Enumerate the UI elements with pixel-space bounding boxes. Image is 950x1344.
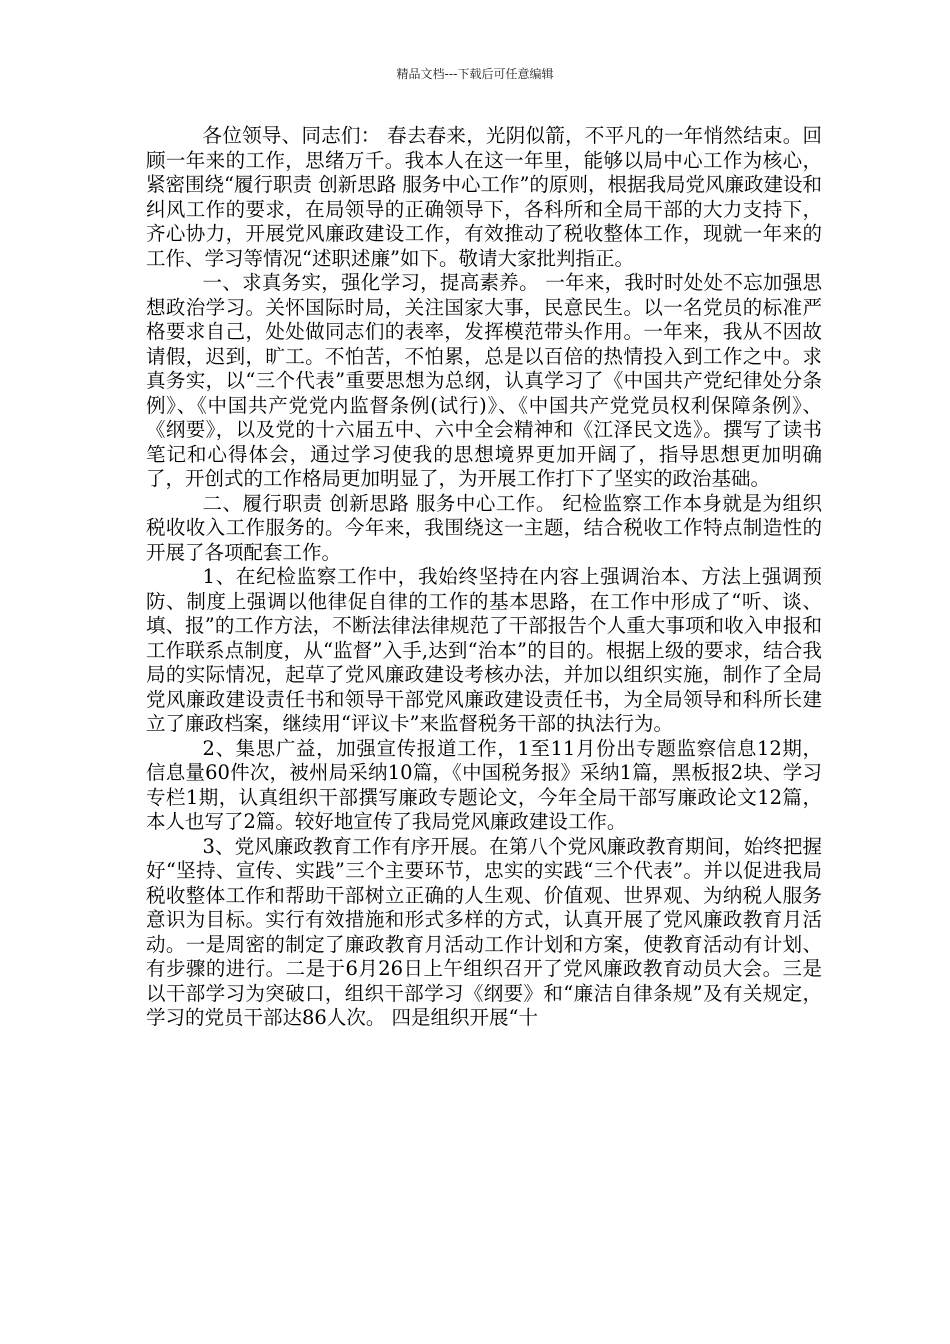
paragraph-greeting: 各位领导、同志们： 春去春来，光阴似箭，不平凡的一年悄然结束。回顾一年来的工作，思绪万千。我本人在这一年里，能够以局中心工作为核心，紧密围绕“履行职责 创新思路 服务中心工作”的原则，根据我局党风廉政建设和纠风工作的要求，在局领导的正确领导下，各科所和全局干部的大力支持下，齐心协力，开展党风廉政建设工作，有效推动了税收整体工作，现就一年来的工作、学习等情况“述职述廉”如下。敬请大家批判指正。: [146, 124, 822, 270]
paragraph-section-1: 一、求真务实，强化学习，提高素养。 一年来，我时时处处不忘加强思想政治学习。关怀国际时局，关注国家大事，民意民生。以一名党员的标准严格要求自己，处处做同志们的表率，发挥模范带头作用。一年来，我从不因故请假，迟到，旷工。不怕苦，不怕累，总是以百倍的热情投入到工作之中。求真务实，以“三个代表”重要思想为总纲，认真学习了《中国共产党纪律处分条例》、《中国共产党党内监督条例(试行)》、《中国共产党党员权利保障条例》、《纲要》，以及党的十六届五中、六中全会精神和《江泽民文选》。撰写了读书笔记和心得体会，通过学习使我的思想境界更加开阔了，指导思想更加明确了，开创式的工作格局更加明显了，为开展工作打下了坚实的政治基础。: [146, 271, 822, 490]
paragraph-section-2: 二、履行职责 创新思路 服务中心工作。 纪检监察工作本身就是为组织税收收入工作服务的。今年来，我围绕这一主题，结合税收工作特点制造性的开展了各项配套工作。: [146, 491, 822, 564]
document-body: [146, 124, 822, 1031]
page-header: 精品文档---下载后可任意编辑: [396, 67, 554, 81]
paragraph-item-3: 3、党风廉政教育工作有序开展。在第八个党风廉政教育期间，始终把握好“坚持、宣传、实践”三个主要环节，忠实的实践“三个代表”。并以促进我局税收整体工作和帮助干部树立正确的人生观、价值观、世界观、为纳税人服务意识为目标。实行有效措施和形式多样的方式，认真开展了党风廉政教育月活动。一是周密的制定了廉政教育月活动工作计划和方案，使教育活动有计划、有步骤的进行。二是于6月26日上午组织召开了党风廉政教育动员大会。三是以干部学习为突破口，组织干部学习《纲要》和“廉洁自律条规”及有关规定，学习的党员干部达86人次。 四是组织开展“十: [146, 834, 822, 1029]
paragraph-item-2: 2、集思广益，加强宣传报道工作，1至11月份出专题监察信息12期，信息量60件次，被州局采纳10篇，《中国税务报》采纳1篇，黑板报2块、学习专栏1期，认真组织干部撰写廉政专题论文，今年全局干部写廉政论文12篇，本人也写了2篇。较好地宣传了我局党风廉政建设工作。: [146, 736, 822, 833]
paragraph-item-1: 1、在纪检监察工作中，我始终坚持在内容上强调治本、方法上强调预防、制度上强调以他律促自律的工作的基本思路，在工作中形成了“听、谈、填、报”的工作方法，不断法律法律规范了干部报告个人重大事项和收入申报和工作联系点制度，从“监督”入手,达到“治本”的目的。根据上级的要求，结合我局的实际情况，起草了党风廉政建设考核办法，并加以组织实施，制作了全局党风廉政建设责任书和领导干部党风廉政建设责任书，为全局领导和科所长建立了廉政档案，继续用“评议卡”来监督税务干部的执法行为。: [146, 565, 822, 735]
